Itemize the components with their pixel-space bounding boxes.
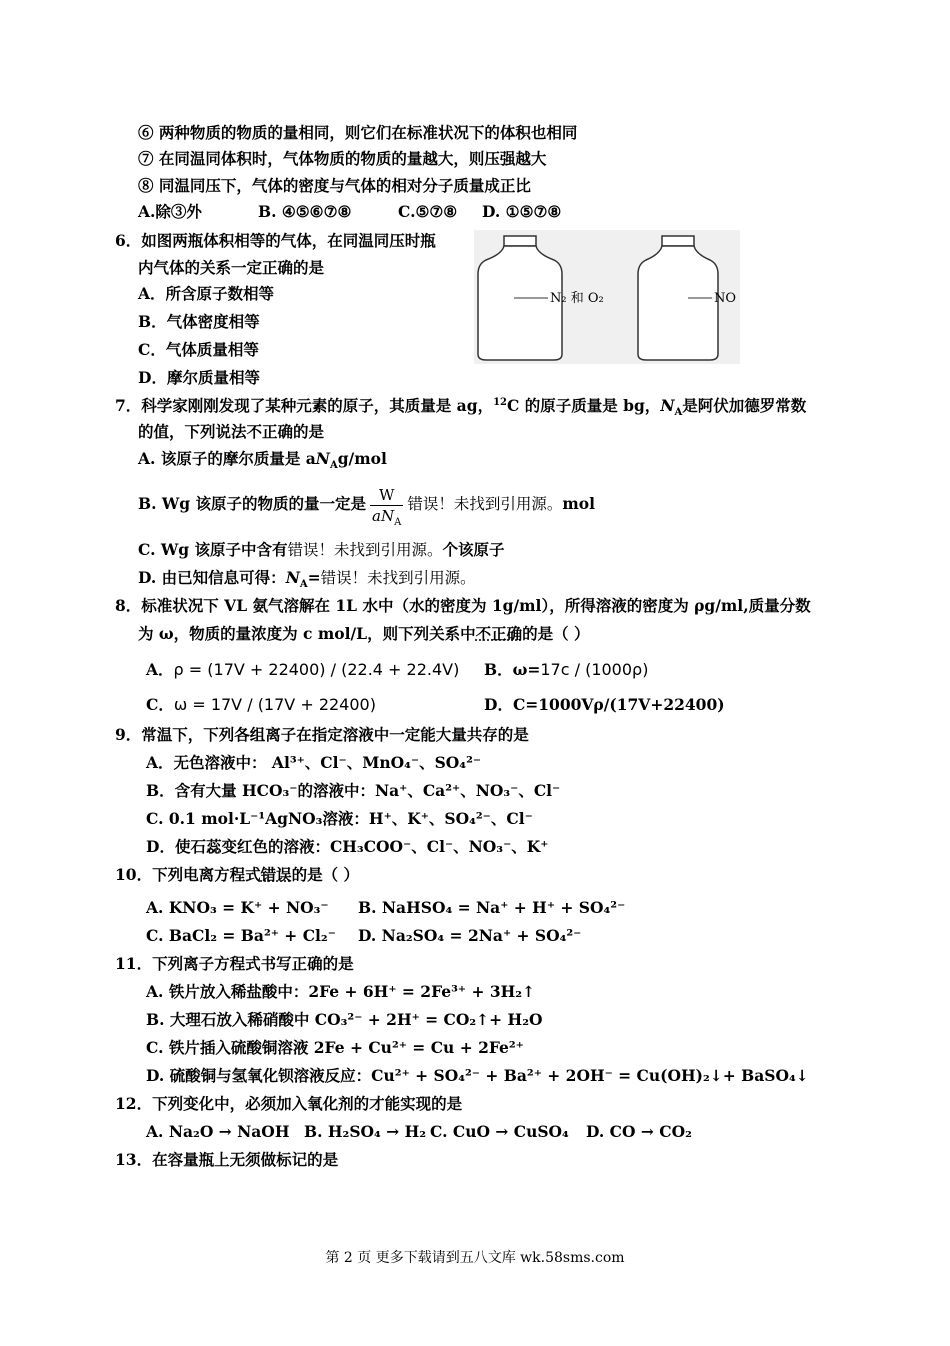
q7-b-error: 错误！未找到引用源。 <box>407 495 563 513</box>
q8-c-label: C． <box>146 695 174 714</box>
q7-d-eq: = <box>307 568 321 587</box>
q8-stem-part2: 的是（ ） <box>522 624 590 643</box>
q11-option-d: D. 硫酸铜与氢氧化钡溶液反应：Cu²⁺ + SO₄²⁻ + Ba²⁺ + 2OH⁻ = Cu(OH)₂↓+ BaSO₄↓ <box>146 1066 809 1085</box>
q7-option-c <box>138 539 505 561</box>
q12-option-a: A. Na₂O → NaOH <box>146 1122 290 1141</box>
q6-option-a: A．所含原子数相等 <box>138 284 275 303</box>
q10-option-b: B. NaHSO₄ = Na⁺ + H⁺ + SO₄²⁻ <box>358 898 626 917</box>
q7-b-text: B. Wg 该原子的物质的量一定是 <box>138 494 367 513</box>
q5-item-6: ⑥ 两种物质的物质的量相同，则它们在标准状况下的体积也相同 <box>138 123 578 142</box>
q6-option-d: D．摩尔质量相等 <box>138 368 260 387</box>
q5-item-8: ⑧ 同温同压下，气体的密度与气体的相对分子质量成正比 <box>138 176 531 195</box>
q13-stem: 13．在容量瓶上无须做标记的是 <box>115 1150 339 1169</box>
q10-stem <box>115 864 359 886</box>
q12-option-d: D. CO → CO₂ <box>586 1122 692 1141</box>
q7-c-text: C. Wg 该原子中含有 <box>138 540 288 559</box>
q8-option-b <box>484 659 648 681</box>
q7-stem-part1: 7．科学家刚刚发现了某种元素的原子，其质量是 ag， <box>115 396 494 415</box>
q10-emphasis: 错误 <box>260 865 292 884</box>
q11-option-b: B. 大理石放入稀硝酸中 CO₃²⁻ + 2H⁺ = CO₂↑+ H₂O <box>146 1010 543 1029</box>
q7-b-fraction <box>370 485 403 526</box>
q7-b-denominator <box>370 506 403 526</box>
q12-option-b: B. H₂SO₄ → H₂ <box>304 1122 427 1141</box>
q7-c-post: 个该原子 <box>442 540 505 559</box>
q10-option-a: A. KNO₃ = K⁺ + NO₃⁻ <box>146 898 329 917</box>
q9-option-c: C. 0.1 mol·L⁻¹AgNO₃溶液：H⁺、K⁺、SO₄²⁻、Cl⁻ <box>146 809 533 828</box>
q9-option-b: B．含有大量 HCO₃⁻的溶液中：Na⁺、Ca²⁺、NO₃⁻、Cl⁻ <box>146 781 561 800</box>
q8-b-label: B．ω= <box>484 660 541 679</box>
bottle2-label: NO <box>714 291 737 306</box>
q7-b-den-text: aN <box>372 506 395 525</box>
q5-option-c: C.⑤⑦⑧ <box>398 202 458 221</box>
q7-c12-sup: 12 <box>493 396 507 408</box>
q7-c-error: 错误！未找到引用源。 <box>287 541 443 559</box>
q7-option-d <box>138 567 476 589</box>
q8-option-d: D．C=1000Vρ/(17V+22400) <box>484 695 725 714</box>
q6-stem-cont: 内气体的关系一定正确的是 <box>138 258 325 277</box>
q8-a-formula: ρ = (17V + 22400) / (22.4 + 22.4V) <box>173 660 460 679</box>
q8-stem: 8．标准状况下 VL 氨气溶解在 1L 水中（水的密度为 1g/ml），所得溶液的密度为 ρg/ml,质量分数 <box>115 596 811 615</box>
q7-a-unit: g/mol <box>337 449 387 468</box>
q8-stem-cont <box>138 623 590 645</box>
q7-a-na: N <box>315 449 330 468</box>
q8-stem-part1: 为 ω，物质的量浓度为 c mol/L，则下列关系中 <box>138 624 476 643</box>
q7-b-unit: mol <box>562 494 596 513</box>
q5-option-a: A.除③外 <box>138 202 202 221</box>
gas-bottles-figure <box>474 230 740 364</box>
q8-emphasis: 不正确 <box>475 624 523 643</box>
q7-stem-cont: 的值，下列说法不正确的是 <box>138 422 325 441</box>
q6-option-b: B．气体密度相等 <box>138 312 260 331</box>
q7-a-text: A. 该原子的摩尔质量是 a <box>138 449 316 468</box>
q10-stem-part2: 的是（ ） <box>291 865 359 884</box>
bottle1-label: N₂ 和 O₂ <box>550 291 604 306</box>
q8-b-formula: 17c / (1000ρ) <box>540 660 649 679</box>
q7-b-numerator: W <box>370 485 403 506</box>
q8-option-a <box>146 659 459 681</box>
page-footer: 第 2 页 更多下载请到五八文库 wk.58sms.com <box>325 1250 625 1266</box>
q11-stem: 11．下列离子方程式书写正确的是 <box>115 954 354 973</box>
q7-na-sub: A <box>674 407 683 419</box>
q7-na: N <box>660 396 675 415</box>
q11-option-a: A. 铁片放入稀盐酸中：2Fe + 6H⁺ = 2Fe³⁺ + 3H₂↑ <box>146 982 536 1001</box>
q7-option-b <box>138 481 595 527</box>
q6-option-c: C．气体质量相等 <box>138 340 259 359</box>
q5-item-7: ⑦ 在同温同体积时，气体物质的物质的量越大，则压强越大 <box>138 149 547 168</box>
q9-option-d: D．使石蕊变红色的溶液：CH₃COO⁻、Cl⁻、NO₃⁻、K⁺ <box>146 837 549 856</box>
q7-d-text: D. 由已知信息可得： <box>138 568 286 587</box>
q7-option-a <box>138 448 387 470</box>
q8-c-formula: ω = 17V / (17V + 22400) <box>173 695 376 714</box>
q8-option-c <box>146 694 376 716</box>
q10-stem-part1: 10．下列电离方程式 <box>115 865 261 884</box>
q7-stem-part3: 是阿伏加德罗常数 <box>682 396 807 415</box>
q12-stem: 12．下列变化中，必须加入氧化剂的才能实现的是 <box>115 1094 463 1113</box>
q7-b-den-sub: A <box>394 516 402 528</box>
q9-option-a: A．无色溶液中： Al³⁺、Cl⁻、MnO₄⁻、SO₄²⁻ <box>146 753 482 772</box>
q11-option-c: C. 铁片插入硫酸铜溶液 2Fe + Cu²⁺ = Cu + 2Fe²⁺ <box>146 1038 524 1057</box>
q10-option-c: C. BaCl₂ = Ba²⁺ + Cl₂⁻ <box>146 926 336 945</box>
q6-stem: 6．如图两瓶体积相等的气体，在同温同压时瓶 <box>115 231 436 250</box>
q7-d-error: 错误！未找到引用源。 <box>320 569 476 587</box>
q7-d-na-sub: A <box>299 579 308 591</box>
q5-option-b: B. ④⑤⑥⑦⑧ <box>258 202 352 221</box>
q7-stem-part2: C 的原子质量是 bg， <box>507 396 661 415</box>
q7-a-na-sub: A <box>329 460 338 472</box>
q8-a-label: A． <box>146 660 174 679</box>
q7-stem <box>115 395 806 417</box>
q12-option-c: C. CuO → CuSO₄ <box>430 1122 569 1141</box>
q10-option-d: D. Na₂SO₄ = 2Na⁺ + SO₄²⁻ <box>358 926 582 945</box>
q7-d-na: N <box>285 568 300 587</box>
q5-option-d: D. ①⑤⑦⑧ <box>482 202 562 221</box>
q9-stem: 9．常温下，下列各组离子在指定溶液中一定能大量共存的是 <box>115 725 529 744</box>
